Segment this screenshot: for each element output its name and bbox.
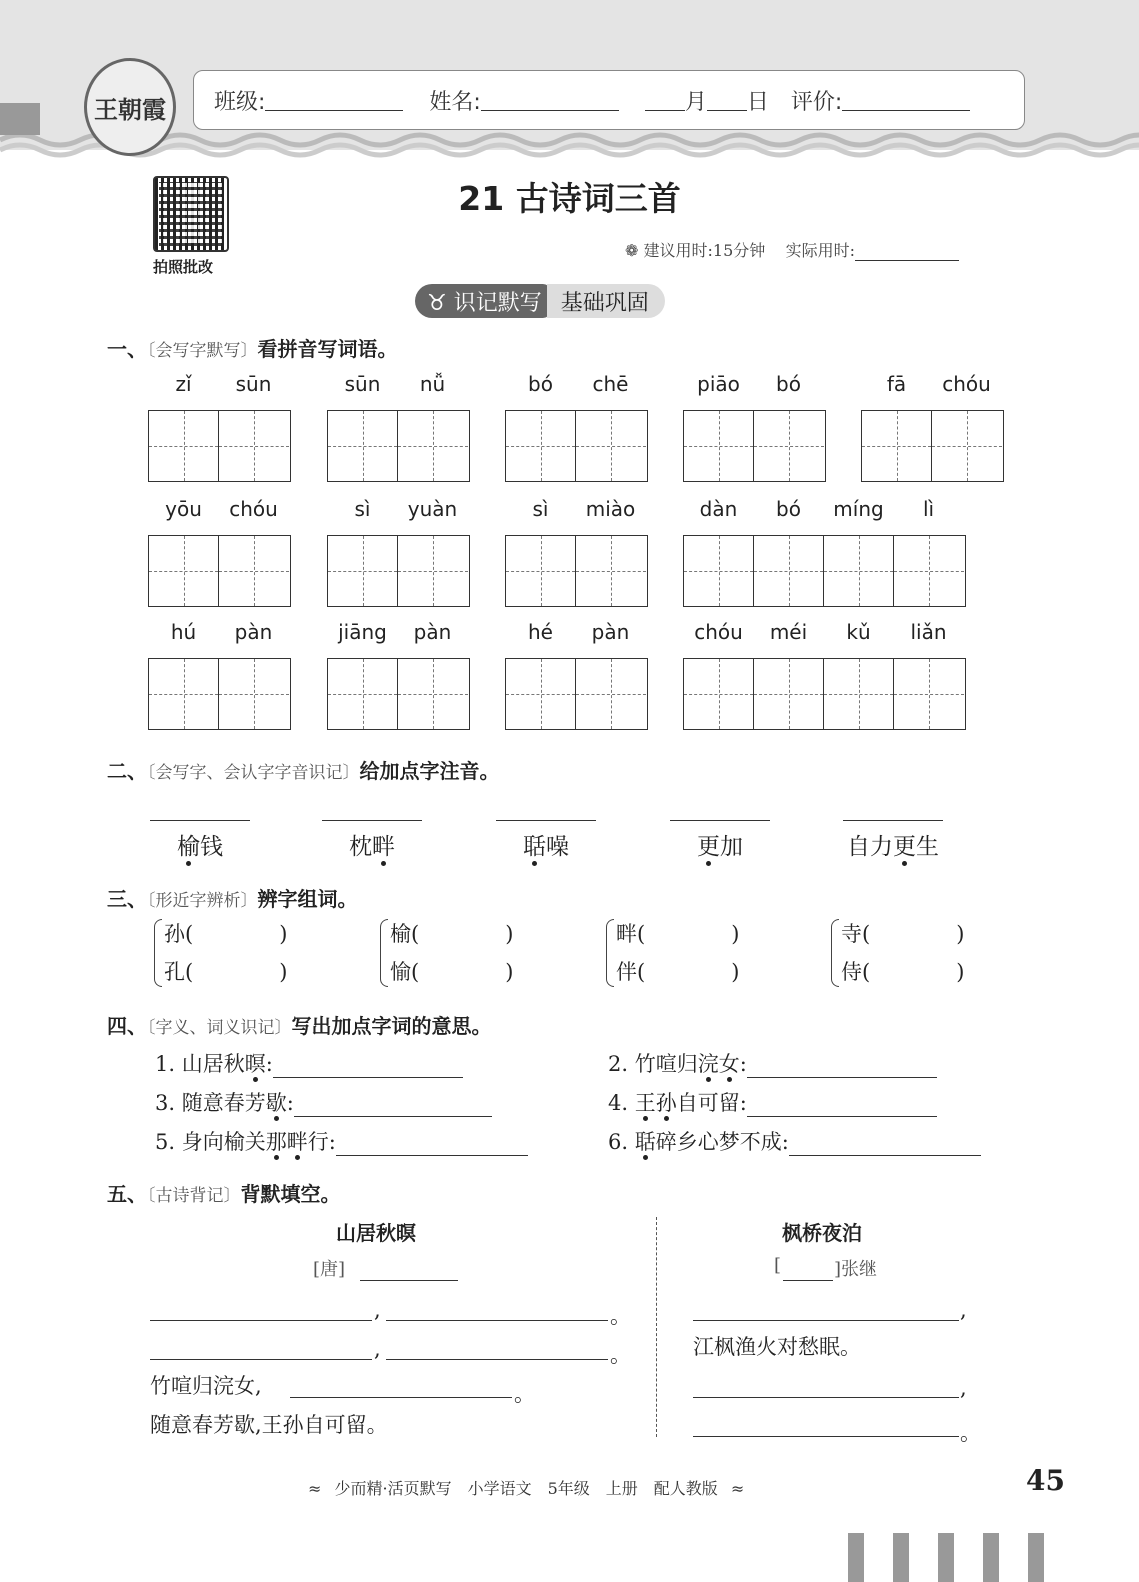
poem1-blank-4[interactable] [386, 1359, 608, 1360]
meaning-phrase: 2. 竹喧归浣女: [608, 1052, 747, 1076]
grid-cell[interactable] [506, 536, 576, 606]
word-with-dot: 更加 [697, 834, 743, 860]
section-tag: 〔古诗背记〕 [147, 1186, 241, 1206]
writing-grid[interactable] [683, 535, 966, 607]
poem2-blank-2[interactable] [693, 1397, 959, 1398]
meaning-item [155, 1087, 492, 1117]
pinyin-label: méi [769, 620, 808, 644]
poem1-blank-2[interactable] [386, 1320, 608, 1321]
emphasis-dot-icon [186, 861, 191, 866]
paren-close: ) [505, 922, 514, 946]
pair-row[interactable] [390, 915, 513, 953]
pair-row[interactable] [616, 915, 739, 953]
grid-cell[interactable] [684, 659, 754, 729]
writing-grid[interactable] [505, 658, 648, 730]
poem-divider [656, 1217, 657, 1437]
writing-grid[interactable] [505, 410, 648, 482]
grid-cell[interactable] [328, 536, 398, 606]
pinyin-label: bó [776, 497, 801, 521]
pinyin-label: sūn [235, 372, 272, 396]
meaning-phrase: 4. 王孙自可留: [608, 1091, 747, 1115]
section-number: 一、 [107, 337, 147, 361]
meaning-item [608, 1048, 937, 1078]
emphasis-dot-icon [253, 1077, 258, 1082]
emphasis-dot-icon [381, 861, 386, 866]
poem2-author: ]张继 [834, 1259, 878, 1280]
grid-cell[interactable] [506, 659, 576, 729]
poem2-line-2: 江枫渔火对愁眠。 [693, 1335, 861, 1359]
pair-char: 孙( [164, 922, 194, 946]
word-with-dot: 枕畔 [349, 834, 395, 860]
pinyin-label: bó [528, 372, 553, 396]
period: 。 [610, 1304, 631, 1328]
paren-close: ) [731, 960, 740, 984]
grid-cell[interactable] [684, 536, 754, 606]
section-instruction: 辨字组词。 [257, 887, 358, 911]
pair-row[interactable] [841, 953, 964, 991]
grid-cell[interactable] [328, 411, 398, 481]
meaning-item [608, 1087, 937, 1117]
period: 。 [514, 1382, 535, 1406]
char-pair [390, 915, 513, 991]
pinyin-label: yuàn [407, 497, 458, 521]
pinyin-label: dàn [699, 497, 738, 521]
meaning-item [608, 1126, 981, 1156]
pinyin-label: hú [170, 620, 197, 644]
pinyin-label: bó [776, 372, 801, 396]
answer-line[interactable] [747, 1058, 937, 1078]
writing-grid[interactable] [148, 658, 291, 730]
brand-logo [84, 58, 176, 156]
student-info-box [193, 70, 1025, 130]
section-2-heading [107, 755, 500, 784]
grid-cell[interactable] [754, 411, 824, 481]
grid-cell[interactable] [862, 411, 932, 481]
day-field[interactable] [707, 89, 747, 111]
char-pair [164, 915, 287, 991]
pinyin-label: yōu [165, 497, 202, 521]
poem2-blank-3[interactable] [693, 1436, 959, 1437]
paren-close: ) [731, 922, 740, 946]
grid-cell[interactable] [754, 536, 824, 606]
word-with-dot: 自力更生 [847, 834, 939, 860]
pinyin-label: sì [354, 497, 371, 521]
paren-close: ) [279, 960, 288, 984]
period: 。 [610, 1343, 631, 1367]
section-5-heading [107, 1178, 341, 1207]
poem2-blank-1[interactable] [693, 1320, 959, 1321]
poem1-blank-3[interactable] [150, 1359, 372, 1360]
section-banner [415, 284, 665, 318]
grid-cell[interactable] [824, 659, 894, 729]
comma: , [960, 1298, 967, 1322]
time-info [625, 238, 959, 261]
pinyin-label: chóu [942, 372, 991, 396]
pinyin-label: jiāng [338, 620, 387, 644]
grid-cell[interactable] [219, 659, 289, 729]
suggested-time: 建议用时:15分钟 [643, 241, 766, 260]
section-tag: 〔形近字辨析〕 [147, 891, 258, 911]
pinyin-label: chóu [694, 620, 743, 644]
banner-left: 识记默写 [453, 291, 542, 316]
answer-line[interactable] [843, 820, 943, 821]
rating-label: 评价: [790, 89, 843, 115]
pair-char: 榆( [390, 922, 420, 946]
paren-close: ) [505, 960, 514, 984]
meaning-phrase: 1. 山居秋暝: [155, 1052, 273, 1076]
pair-row[interactable] [616, 953, 739, 991]
pair-char: 孔( [164, 960, 194, 984]
grid-cell[interactable] [219, 411, 289, 481]
section-number: 二、 [107, 759, 147, 783]
writing-grid[interactable] [327, 535, 470, 607]
emphasis-dot-icon [274, 1116, 279, 1121]
pair-char: 侍( [841, 960, 871, 984]
writing-grid[interactable] [683, 410, 826, 482]
grid-cell[interactable] [754, 659, 824, 729]
writing-grid[interactable] [148, 410, 291, 482]
pinyin-label: nǚ [419, 372, 446, 396]
answer-line[interactable] [747, 1097, 937, 1117]
pinyin-label: míng [833, 497, 884, 521]
rating-field[interactable] [842, 89, 970, 111]
poem1-title: 山居秋暝 [336, 1221, 416, 1245]
poem1-blank-1[interactable] [150, 1320, 372, 1321]
grid-cell[interactable] [149, 411, 219, 481]
char-pair [841, 915, 964, 991]
paren-close: ) [956, 960, 965, 984]
pinyin-label: miào [585, 497, 636, 521]
grid-cell[interactable] [398, 536, 468, 606]
pair-char: 愉( [390, 960, 420, 984]
pair-row[interactable] [841, 915, 964, 953]
answer-line[interactable] [789, 1136, 981, 1156]
poem1-author-field[interactable] [360, 1280, 458, 1281]
pinyin-label: sì [532, 497, 549, 521]
pinyin-label: chē [592, 372, 629, 396]
writing-grid[interactable] [327, 658, 470, 730]
emphasis-dot-icon [274, 1155, 279, 1160]
meaning-item [155, 1126, 528, 1156]
medal-icon: ♉︎ [427, 291, 447, 316]
emphasis-dot-icon [706, 1077, 711, 1082]
meaning-item [155, 1048, 463, 1078]
logo-text: 王朝霞 [94, 94, 166, 124]
word-with-dot: 榆钱 [177, 834, 223, 860]
answer-line[interactable] [496, 820, 596, 821]
answer-line[interactable] [273, 1058, 463, 1078]
grid-cell[interactable] [824, 536, 894, 606]
class-label: 班级: [214, 89, 266, 115]
pair-char: 寺( [841, 922, 871, 946]
writing-grid[interactable] [683, 658, 966, 730]
writing-grid[interactable] [861, 410, 1004, 482]
meaning-phrase: 5. 身向榆关那畔行: [155, 1130, 336, 1154]
pinyin-label: hé [528, 620, 553, 644]
word-with-dot: 聒噪 [523, 834, 569, 860]
name-label: 姓名: [429, 89, 481, 115]
section-number: 四、 [107, 1014, 147, 1038]
poem1-dynasty: [唐] [313, 1259, 346, 1280]
section-instruction: 给加点字注音。 [359, 759, 500, 783]
wave-decoration [0, 130, 1139, 170]
poem2-title: 枫桥夜泊 [782, 1221, 862, 1245]
grid-cell[interactable] [506, 411, 576, 481]
section-instruction: 背默填空。 [240, 1182, 341, 1206]
comma: , [374, 1298, 381, 1322]
poem1-line-4: 随意春芳歇,王孙自可留。 [150, 1413, 388, 1437]
poem1-line-3: 竹喧归浣女, [150, 1374, 262, 1398]
pinyin-label: pàn [234, 620, 273, 644]
pinyin-label: kǔ [846, 620, 871, 644]
brace-icon [606, 919, 614, 987]
page-number: 45 [1026, 1464, 1065, 1497]
actual-time-label: 实际用时: [785, 241, 856, 260]
writing-grid[interactable] [505, 535, 648, 607]
grid-cell[interactable] [149, 659, 219, 729]
month-label: 月 [684, 89, 707, 115]
grid-cell[interactable] [932, 411, 1002, 481]
section-tag: 〔会写字默写〕 [147, 341, 258, 361]
section-tag: 〔字义、词义识记〕 [147, 1018, 292, 1038]
brace-icon [831, 919, 839, 987]
pinyin-label: chóu [229, 497, 278, 521]
pinyin-label: sūn [344, 372, 381, 396]
pair-row[interactable] [164, 953, 287, 991]
pair-char: 畔( [616, 922, 646, 946]
comma: , [960, 1376, 967, 1400]
grid-cell[interactable] [328, 659, 398, 729]
pinyin-label: pàn [591, 620, 630, 644]
flower-icon: ❁ [625, 241, 639, 260]
banner-right: 基础巩固 [547, 284, 665, 318]
side-tab [0, 103, 40, 135]
answer-line[interactable] [336, 1136, 528, 1156]
footer-text: ≈ 少而精·活页默写 小学语文 5年级 上册 配人教版 ≈ [308, 1479, 745, 1498]
poem2-dynasty-field[interactable] [783, 1280, 833, 1281]
period: 。 [960, 1421, 981, 1445]
pair-row[interactable] [164, 915, 287, 953]
emphasis-dot-icon [532, 861, 537, 866]
writing-grid[interactable] [148, 535, 291, 607]
answer-line[interactable] [294, 1097, 492, 1117]
class-field[interactable] [265, 89, 403, 111]
emphasis-dot-icon [902, 861, 907, 866]
grid-cell[interactable] [576, 659, 646, 729]
day-label: 日 [746, 89, 769, 115]
section-instruction: 看拼音写词语。 [257, 337, 398, 361]
section-3-heading [107, 883, 358, 912]
answer-line[interactable] [150, 820, 250, 821]
emphasis-dot-icon [727, 1077, 732, 1082]
pinyin-label: pàn [413, 620, 452, 644]
pinyin-label: lì [922, 497, 935, 521]
grid-cell[interactable] [219, 536, 289, 606]
month-field[interactable] [645, 89, 685, 111]
grid-cell[interactable] [576, 411, 646, 481]
answer-line[interactable] [322, 820, 422, 821]
section-instruction: 写出加点字词的意思。 [291, 1014, 492, 1038]
meaning-phrase: 3. 随意春芳歇: [155, 1091, 294, 1115]
pinyin-label: piāo [697, 372, 740, 396]
meaning-phrase: 6. 聒碎乡心梦不成: [608, 1130, 789, 1154]
actual-time-field[interactable] [855, 243, 959, 261]
section-tag: 〔会写字、会认字字音识记〕 [147, 763, 360, 783]
qr-label: 拍照批改 [153, 258, 214, 276]
page-title: 21 古诗词三首 [458, 179, 681, 218]
grid-cell[interactable] [398, 411, 468, 481]
brace-icon [154, 919, 162, 987]
writing-grid[interactable] [327, 410, 470, 482]
emphasis-dot-icon [295, 1155, 300, 1160]
grid-cell[interactable] [894, 659, 964, 729]
grid-cell[interactable] [684, 411, 754, 481]
emphasis-dot-icon [643, 1116, 648, 1121]
poem2-bracket: [ [774, 1255, 782, 1276]
grid-cell[interactable] [894, 536, 964, 606]
emphasis-dot-icon [664, 1116, 669, 1121]
paren-close: ) [279, 922, 288, 946]
comma: , [374, 1337, 381, 1361]
poem1-blank-5[interactable] [290, 1397, 512, 1398]
grid-cell[interactable] [576, 536, 646, 606]
char-pair [616, 915, 739, 991]
section-4-heading [107, 1010, 492, 1039]
pinyin-label: liǎn [910, 620, 947, 644]
grid-cell[interactable] [149, 536, 219, 606]
brace-icon [380, 919, 388, 987]
emphasis-dot-icon [643, 1155, 648, 1160]
paren-close: ) [956, 922, 965, 946]
section-1-heading [107, 333, 398, 362]
section-number: 三、 [107, 887, 147, 911]
name-field[interactable] [481, 89, 619, 111]
pinyin-label: fā [886, 372, 907, 396]
edge-markers [848, 1533, 1044, 1582]
section-number: 五、 [107, 1182, 147, 1206]
pinyin-label: zǐ [175, 372, 192, 396]
pair-row[interactable] [390, 953, 513, 991]
pair-char: 伴( [616, 960, 646, 984]
answer-line[interactable] [670, 820, 770, 821]
emphasis-dot-icon [706, 861, 711, 866]
grid-cell[interactable] [398, 659, 468, 729]
